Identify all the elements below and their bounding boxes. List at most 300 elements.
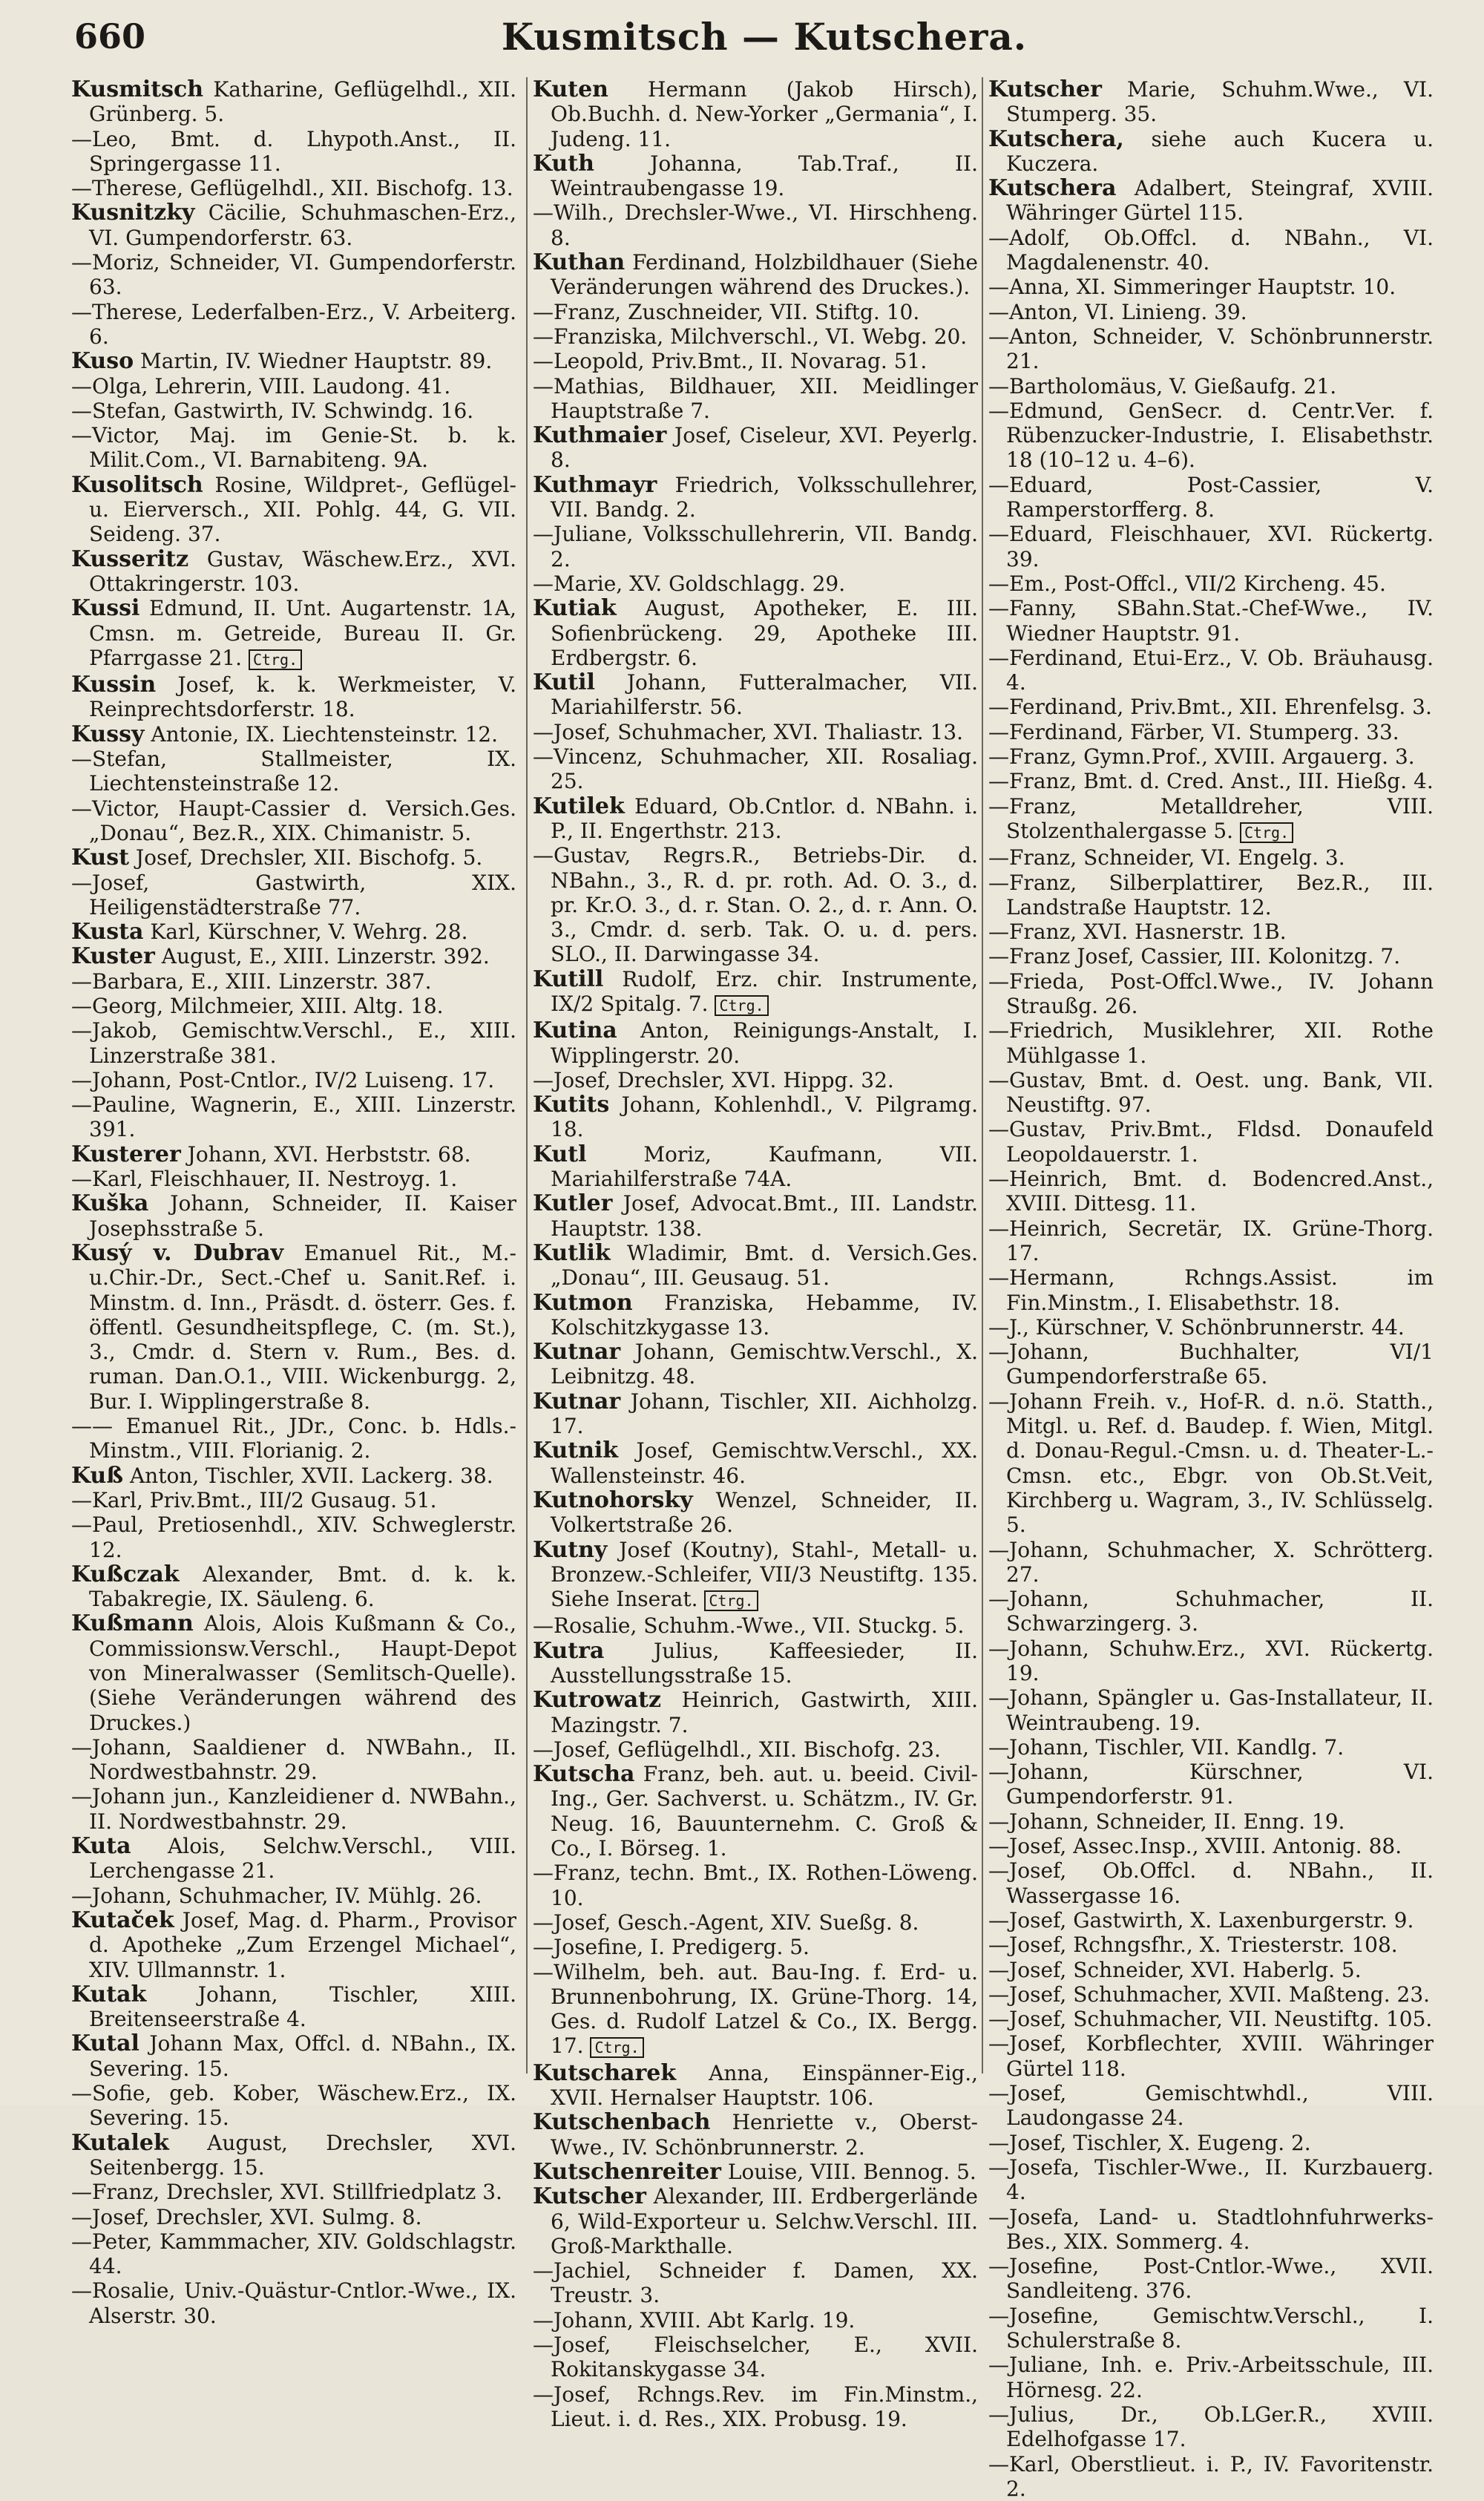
directory-entry — [988, 695, 1434, 719]
entry-text: Rosine, Wildpret-, Geflügel- u. Eierversch., XII. Pohlg. 44, G. VII. Seideng. 37. — [89, 473, 516, 547]
directory-entry — [71, 871, 516, 920]
directory-entry — [533, 1092, 978, 1142]
entry-text: Anton, Schneider, V. Schönbrunnerstr. 21. — [1006, 324, 1434, 373]
entry-surname: Kutaček — [71, 1907, 174, 1933]
entry-text: Therese, Geflügelhdl., XII. Bischofg. 13. — [92, 176, 513, 200]
entry-surname: Kuten — [533, 76, 608, 102]
directory-entry — [988, 1809, 1434, 1834]
directory-entry — [71, 374, 516, 399]
entry-text: siehe auch Kucera u. Kuczera. — [1006, 127, 1434, 176]
entry-surname: Kutschenreiter — [533, 2159, 721, 2185]
directory-entry — [71, 969, 516, 994]
entry-text: Johanna, Tab.Traf., II. Weintraubengasse 19. — [551, 151, 978, 200]
entry-text: Marie, XV. Goldschlagg. 29. — [554, 571, 845, 596]
directory-entry — [988, 1315, 1434, 1340]
entry-text: Franziska, Milchverschl., VI. Webg. 20. — [554, 324, 967, 349]
directory-entry — [988, 1958, 1434, 1982]
directory-entry — [71, 1735, 516, 1785]
directory-entry — [71, 2081, 516, 2131]
directory-entry — [533, 1910, 978, 1935]
directory-entry — [533, 423, 978, 473]
entry-text: Franz, Metalldreher, VIII. Stolzenthalergasse 5. — [1006, 794, 1434, 843]
entry-text: August, Drechsler, XVI. Seitenbergg. 15. — [89, 2131, 516, 2180]
entry-text: Josef, Drechsler, XVI. Sulmg. 8. — [92, 2205, 422, 2229]
entry-text: Josef, Drechsler, XII. Bischofg. 5. — [136, 845, 482, 870]
entry-text: Josef (Koutny), Stahl-, Metall- u. Bronzew.-Schleifer, VII/3 Neustiftg. 135. Siehe Inserat. — [551, 1538, 978, 1612]
directory-entry — [988, 275, 1434, 299]
directory-entry — [533, 2061, 978, 2111]
entry-surname: Kutnik — [533, 1438, 618, 1463]
entry-text: Franz, Schneider, VI. Engelg. 3. — [1009, 845, 1345, 870]
entry-text: Josef, Drechsler, XVI. Hippg. 32. — [554, 1068, 894, 1092]
directory-entry — [533, 1762, 978, 1861]
directory-entry — [533, 1737, 978, 1762]
entry-text: Johann, XVI. Herbststr. 68. — [188, 1142, 471, 1167]
entry-text: Leopold, Priv.Bmt., II. Novarag. 51. — [554, 349, 927, 373]
directory-entry — [71, 747, 516, 796]
entry-text: Adalbert, Steingraf, XVIII. Währinger Gürtel 115. — [1006, 176, 1434, 225]
entry-surname: Kutak — [71, 1982, 146, 2007]
entry-surname: Kutscher — [533, 2183, 646, 2209]
directory-entry — [71, 2131, 516, 2180]
directory-entry — [533, 2382, 978, 2432]
entry-text: Johann, Schuhmacher, IV. Mühlg. 26. — [92, 1884, 482, 1908]
entry-text: Johann jun., Kanzleidiener d. NWBahn., II. Nordwestbahnstr. 29. — [89, 1784, 516, 1833]
entry-surname: Kuška — [71, 1190, 148, 1216]
entry-text: Olga, Lehrerin, VIII. Laudong. 41. — [92, 374, 450, 399]
directory-entry — [988, 596, 1434, 646]
directory-entry — [533, 1142, 978, 1192]
entry-text: Eduard, Fleischhauer, XVI. Rückertg. 39. — [1006, 522, 1434, 571]
entry-text: Johann, Schneider, II. Kaiser Josephsstraße 5. — [89, 1191, 516, 1240]
entry-surname: Kussi — [71, 595, 139, 621]
entry-text: Alexander, III. Erdbergerlände 6, Wild-Exporteur u. Selchw.Verschl. III. Groß-Markthalle. — [551, 2184, 978, 2258]
directory-entry — [71, 2031, 516, 2081]
directory-entry — [533, 1935, 978, 1959]
entry-text: Edmund, II. Unt. Augartenstr. 1A, Cmsn. m. Getreide, Bureau II. Gr. Pfarrgasse 21. — [89, 596, 516, 670]
directory-entry — [988, 2254, 1434, 2304]
entry-text: Franz, Silberplattirer, Bez.R., III. Landstraße Hauptstr. 12. — [1006, 871, 1434, 920]
entry-surname: Kuso — [71, 348, 134, 374]
entry-text: Therese, Lederfalben-Erz., V. Arbeiterg. 6. — [89, 300, 516, 349]
directory-entry — [71, 1512, 516, 1562]
entry-surname: Kutnohorsky — [533, 1487, 693, 1513]
directory-entry — [988, 845, 1434, 870]
entry-text: Georg, Milchmeier, XIII. Altg. 18. — [92, 994, 444, 1018]
directory-entry — [988, 794, 1434, 846]
entry-surname: Kutil — [533, 669, 595, 695]
entry-text: Barbara, E., XIII. Linzerstr. 387. — [92, 969, 432, 994]
entry-text: Johann, Futteralmacher, VII. Mariahilferstr. 56. — [551, 670, 978, 719]
entry-surname: Kutnar — [533, 1389, 620, 1415]
directory-entry — [988, 1068, 1434, 1118]
directory-entry — [71, 1908, 516, 1982]
entry-text: Josef, Gastwirth, XIX. Heiligenstädterstraße 77. — [89, 871, 516, 920]
entry-text: Johann, Schneider, II. Enng. 19. — [1009, 1809, 1345, 1834]
directory-entry — [533, 843, 978, 966]
entry-text: Josef, Geflügelhdl., XII. Bischofg. 23. — [554, 1737, 941, 1762]
entry-text: Josef, Rchngs.Rev. im Fin.Minstm., Lieut. i. d. Res., XIX. Probusg. 19. — [551, 2382, 978, 2431]
directory-entry — [71, 1018, 516, 1068]
entry-surname: Kutl — [533, 1141, 586, 1167]
entry-surname: Kusmitsch — [71, 76, 203, 102]
directory-entry — [71, 423, 516, 473]
directory-entry — [533, 2110, 978, 2160]
directory-entry — [533, 151, 978, 201]
directory-entry — [533, 967, 978, 1019]
directory-entry — [533, 571, 978, 596]
column-1 — [71, 77, 516, 2074]
entry-text: Josef, Rchngsfhr., X. Triesterstr. 108. — [1009, 1933, 1398, 1957]
directory-entry — [71, 1982, 516, 2032]
entry-text: Josef, Ob.Offcl. d. NBahn., II. Wassergasse 16. — [1006, 1858, 1434, 1907]
entry-text: Gustav, Regrs.R., Betriebs-Dir. d. NBahn., 3., R. d. pr. roth. Ad. O. 3., d. pr. Kr.O. 3., d. r. Stan. O. 2., d. r. Ann. O. 3., Cmdr. d. serb. Tak. O. u. d. pers. SLO., II. Darwingasse 34. — [551, 843, 978, 966]
directory-entry — [533, 374, 978, 424]
directory-entry — [988, 720, 1434, 744]
entry-surname: Kutschera, — [988, 126, 1124, 152]
entry-text: Ferdinand, Holzbildhauer (Siehe Veränderungen während des Druckes.). — [551, 250, 978, 299]
directory-entry — [988, 1685, 1434, 1735]
entry-text: Henriette v., Oberst-Wwe., IV. Schönbrunnerstr. 2. — [551, 2110, 978, 2159]
entry-text: Vincenz, Schuhmacher, XII. Rosaliag. 25. — [551, 744, 978, 793]
entry-text: Josef, Gesch.-Agent, XIV. Sueßg. 8. — [554, 1910, 919, 1935]
directory-entry — [71, 1142, 516, 1167]
directory-entry — [533, 77, 978, 151]
entry-text: Julius, Dr., Ob.LGer.R., XVIII. Edelhofgasse 17. — [1006, 2402, 1434, 2451]
directory-entry — [71, 796, 516, 846]
entry-text: Alois, Selchw.Verschl., VIII. Lerchengasse 21. — [89, 1834, 516, 1883]
entry-text: Josef, Schuhmacher, VII. Neustiftg. 105. — [1009, 2007, 1432, 2031]
entry-text: Fanny, SBahn.Stat.-Chef-Wwe., IV. Wiedner Hauptstr. 91. — [1006, 596, 1434, 645]
entry-text: Johann Max, Offcl. d. NBahn., IX. Severing. 15. — [89, 2031, 516, 2080]
entry-text: Mathias, Bildhauer, XII. Meidlinger Hauptstraße 7. — [551, 374, 978, 423]
directory-entry — [988, 77, 1434, 127]
entry-text: Franz, techn. Bmt., IX. Rothen-Löweng. 10. — [551, 1861, 978, 1910]
entry-text: Sofie, geb. Kober, Wäschew.Erz., IX. Severing. 15. — [89, 2081, 516, 2130]
directory-entry — [533, 1191, 978, 1241]
entry-text: Friedrich, Musiklehrer, XII. Rothe Mühlgasse 1. — [1006, 1018, 1434, 1067]
entry-surname: Kutal — [71, 2030, 139, 2056]
entry-text: Josef, Mag. d. Pharm., Provisor d. Apotheke „Zum Erzengel Michael“, XIV. Ullmannstr. 1. — [89, 1908, 516, 1982]
entry-text: Jachiel, Schneider f. Damen, XX. Treustr. 3. — [551, 2258, 978, 2307]
column-2 — [533, 77, 978, 2074]
entry-surname: Kussin — [71, 672, 156, 698]
entry-text: Karl, Oberstlieut. i. P., IV. Favoritenstr. 2. — [1006, 2452, 1434, 2501]
entry-text: Josef, Gemischtw.Verschl., XX. Wallensteinstr. 46. — [551, 1438, 978, 1487]
directory-entry — [988, 744, 1434, 769]
entry-text: Johann, Post-Cntlor., IV/2 Luiseng. 17. — [92, 1068, 494, 1092]
directory-entry — [71, 77, 516, 127]
directory-entry — [71, 1784, 516, 1834]
directory-entry — [71, 547, 516, 597]
directory-entry — [71, 399, 516, 423]
directory-entry — [533, 670, 978, 720]
directory-entry — [71, 1884, 516, 1908]
directory-entry — [71, 1488, 516, 1512]
directory-entry — [988, 1933, 1434, 1957]
directory-entry — [988, 2205, 1434, 2255]
entry-text: Cäcilie, Schuhmaschen-Erz., VI. Gumpendorferstr. 63. — [89, 200, 516, 249]
entry-surname: Kutscharek — [533, 2060, 676, 2086]
directory-entry — [71, 300, 516, 350]
directory-entry — [988, 1117, 1434, 1167]
directory-entry — [988, 2007, 1434, 2031]
entry-text: Gustav, Bmt. d. Oest. ung. Bank, VII. Neustiftg. 97. — [1006, 1068, 1434, 1117]
directory-entry — [71, 1463, 516, 1488]
entry-text: Franz, Bmt. d. Cred. Anst., III. Hießg. 4. — [1009, 769, 1434, 793]
directory-entry — [988, 300, 1434, 324]
directory-entry — [988, 1760, 1434, 1809]
entry-surname: Kusnitzky — [71, 200, 194, 226]
entry-text: Peter, Kammmacher, XIV. Goldschlagstr. 44. — [89, 2229, 516, 2278]
entry-text: Hermann (Jakob Hirsch), Ob.Buchh. d. New-Yorker „Germania“, I. Judeng. 11. — [551, 77, 978, 151]
entry-text: Josef, Advocat.Bmt., III. Landstr. Hauptstr. 138. — [551, 1191, 978, 1240]
directory-entry — [71, 2278, 516, 2328]
entry-text: Edmund, GenSecr. d. Centr.Ver. f. Rübenzucker-Industrie, I. Elisabethstr. 18 (10–12 u. 4–6). — [1006, 399, 1434, 473]
entry-text: Johann, Schuhw.Erz., XVI. Rückertg. 19. — [1006, 1636, 1434, 1685]
entry-surname: Kuth — [533, 151, 594, 177]
ctrg-badge: Ctrg. — [715, 995, 768, 1016]
directory-entry — [988, 2031, 1434, 2081]
directory-entry — [533, 1389, 978, 1439]
directory-entry — [71, 920, 516, 944]
directory-entry — [533, 1639, 978, 1688]
entry-text: Adolf, Ob.Offcl. d. NBahn., VI. Magdalenenstr. 40. — [1006, 226, 1434, 275]
ctrg-badge: Ctrg. — [1240, 822, 1293, 843]
entry-text: Marie, Schuhm.Wwe., VI. Stumperg. 35. — [1006, 77, 1434, 126]
entry-text: Johann, Gemischtw.Verschl., X. Leibnitzg. 48. — [551, 1340, 978, 1389]
entry-text: Gustav, Priv.Bmt., Fldsd. Donaufeld Leopoldauerstr. 1. — [1006, 1117, 1434, 1166]
entry-surname: Kuta — [71, 1833, 131, 1859]
entry-surname: Kutscha — [533, 1761, 635, 1787]
directory-entry — [988, 176, 1434, 226]
directory-entry — [71, 1167, 516, 1191]
entry-text: Anton, Reinigungs-Anstalt, I. Wipplingerstr. 20. — [551, 1018, 978, 1067]
entry-text: Franz, Drechsler, XVI. Stillfriedplatz 3. — [92, 2180, 502, 2204]
directory-entry — [988, 1982, 1434, 2007]
directory-entry — [988, 324, 1434, 374]
directory-entry — [988, 522, 1434, 571]
directory-entry — [988, 1587, 1434, 1636]
directory-entry — [71, 1191, 516, 1241]
directory-entry — [71, 250, 516, 300]
entry-text: Josefine, Gemischtw.Verschl., I. Schulerstraße 8. — [1006, 2304, 1434, 2353]
directory-entry — [988, 2131, 1434, 2155]
directory-entry — [988, 1538, 1434, 1587]
entry-surname: Kutnar — [533, 1339, 620, 1365]
entry-surname: Kutalek — [71, 2130, 169, 2156]
directory-entry — [533, 1438, 978, 1488]
entry-text: Anton, Tischler, XVII. Lackerg. 38. — [130, 1463, 493, 1488]
entry-text: Juliane, Inh. e. Priv.-Arbeitsschule, III. Hörnesg. 22. — [1006, 2353, 1434, 2402]
entry-text: Louise, VIII. Bennog. 5. — [728, 2160, 976, 2184]
directory-entry — [71, 176, 516, 200]
entry-text: Anton, VI. Linieng. 39. — [1009, 300, 1247, 324]
entry-text: Wilhelm, beh. aut. Bau-Ing. f. Erd- u. Brunnenbohrung, IX. Grüne-Thorg. 14, Ges. d. Rudolf Latzel & Co., IX. Bergg. 17. — [551, 1960, 978, 2059]
directory-entry — [988, 399, 1434, 473]
directory-entry — [988, 920, 1434, 944]
entry-text: Anna, XI. Simmeringer Hauptstr. 10. — [1009, 275, 1396, 299]
entry-text: Josefa, Tischler-Wwe., II. Kurzbauerg. 4. — [1006, 2155, 1434, 2204]
directory-entry — [71, 2205, 516, 2229]
directory-entry — [71, 2180, 516, 2204]
entry-surname: Kust — [71, 845, 129, 871]
directory-entry — [533, 2160, 978, 2184]
directory-entry — [988, 1216, 1434, 1266]
entry-text: Franz, beh. aut. u. beeid. Civil-Ing., Ger. Sachverst. u. Schätzm., IV. Gr. Neug. 16, Bauunternehm. C. Groß & Co., I. Börseg. 1. — [551, 1762, 978, 1861]
directory-entry — [533, 250, 978, 300]
directory-entry — [988, 871, 1434, 920]
directory-entry — [988, 1908, 1434, 1933]
entry-text: Rosalie, Schuhm.-Wwe., VII. Stuckg. 5. — [554, 1613, 964, 1638]
entry-surname: Kutscher — [988, 76, 1102, 102]
directory-entry — [988, 1636, 1434, 1686]
directory-entry — [71, 1611, 516, 1734]
directory-entry — [71, 994, 516, 1018]
directory-entry — [71, 349, 516, 373]
entry-surname: Kutny — [533, 1537, 607, 1563]
directory-entry — [71, 1414, 516, 1463]
entry-text: Franz, Zuschneider, VII. Stiftg. 10. — [554, 300, 919, 324]
entry-text: Karl, Priv.Bmt., III/2 Gusaug. 51. — [92, 1488, 437, 1512]
entry-surname: Kuthan — [533, 249, 625, 275]
directory-entry — [988, 226, 1434, 275]
entry-text: Stefan, Stallmeister, IX. Liechtensteinstraße 12. — [89, 747, 516, 796]
ctrg-badge: Ctrg. — [249, 649, 302, 670]
entry-text: Stefan, Gastwirth, IV. Schwindg. 16. — [92, 399, 473, 423]
entry-surname: Kußmann — [71, 1610, 194, 1636]
entry-text: Josef, Fleischselcher, E., XVII. Rokitanskygasse 34. — [551, 2333, 978, 2382]
directory-entry — [533, 300, 978, 324]
entry-surname: Kusta — [71, 919, 143, 945]
entry-text: Bartholomäus, V. Gießaufg. 21. — [1009, 374, 1336, 399]
entry-text: August, E., XIII. Linzerstr. 392. — [162, 944, 490, 968]
entry-text: Em., Post-Offcl., VII/2 Kircheng. 45. — [1009, 571, 1386, 596]
entry-text: Alois, Alois Kußmann & Co., Commissionsw.Verschl., Haupt-Depot von Mineralwasser (Semlitsch-Quelle). (Siehe Veränderungen während des Druckes.) — [89, 1611, 516, 1734]
directory-entry — [71, 1068, 516, 1092]
directory-entry — [533, 1861, 978, 1910]
entry-text: Wenzel, Schneider, II. Volkertstraße 26. — [551, 1488, 978, 1537]
directory-entry — [988, 1389, 1434, 1538]
directory-entry — [533, 1291, 978, 1340]
directory-entry — [71, 672, 516, 722]
entry-text: Martin, IV. Wiedner Hauptstr. 89. — [140, 349, 492, 373]
entry-text: Jakob, Gemischtw.Verschl., E., XIII. Linzerstraße 381. — [89, 1018, 516, 1067]
entry-text: Victor, Haupt-Cassier d. Versich.Ges. „Donau“, Bez.R., XIX. Chimanistr. 5. — [89, 796, 516, 845]
entry-text: Johann, Tischler, XIII. Breitenseerstraße 4. — [89, 1982, 516, 2031]
entry-text: Johann, Spängler u. Gas-Installateur, II. Weintraubeng. 19. — [1006, 1685, 1434, 1734]
entry-text: Josef, Ciseleur, XVI. Peyerlg. 8. — [551, 423, 978, 472]
directory-entry — [533, 522, 978, 571]
entry-text: Johann, Kürschner, VI. Gumpendorferstr. 91. — [1006, 1760, 1434, 1809]
entry-surname: Kutra — [533, 1638, 604, 1664]
entry-surname: Kutschera — [988, 175, 1116, 201]
entry-surname: Kuß — [71, 1463, 123, 1489]
entry-text: Josef, Tischler, X. Eugeng. 2. — [1009, 2131, 1311, 2155]
directory-entry — [988, 1858, 1434, 1908]
entry-text: Franz Josef, Cassier, III. Kolonitzg. 7. — [1009, 944, 1400, 968]
entry-text: Franz, Gymn.Prof., XVIII. Argauerg. 3. — [1009, 744, 1415, 769]
entry-text: Pauline, Wagnerin, E., XIII. Linzerstr. 391. — [89, 1092, 516, 1141]
entry-text: Hermann, Rchngs.Assist. im Fin.Minstm., I. Elisabethstr. 18. — [1006, 1265, 1434, 1314]
directory-entry — [533, 2308, 978, 2333]
entry-text: August, Apotheker, E. III. Sofienbrückeng. 29, Apotheke III. Erdbergstr. 6. — [551, 596, 978, 670]
directory-columns — [71, 77, 1456, 2074]
entry-surname: Kutilek — [533, 793, 625, 819]
entry-text: Wladimir, Bmt. d. Versich.Ges. „Donau“, III. Geusaug. 51. — [551, 1241, 978, 1290]
directory-entry — [71, 2229, 516, 2279]
directory-entry — [988, 969, 1434, 1019]
entry-surname: Kusý v. Dubrav — [71, 1240, 283, 1266]
entry-text: Eduard, Post-Cassier, V. Ramperstorfferg. 8. — [1006, 473, 1434, 522]
directory-entry — [988, 1735, 1434, 1760]
entry-text: Karl, Kürschner, V. Wehrg. 28. — [150, 920, 467, 944]
directory-entry — [988, 571, 1434, 596]
directory-entry — [71, 1092, 516, 1142]
entry-text: Johann, Saaldiener d. NWBahn., II. Nordwestbahnstr. 29. — [89, 1735, 516, 1784]
directory-entry — [533, 2258, 978, 2308]
directory-entry — [533, 2184, 978, 2258]
directory-entry — [533, 1488, 978, 1538]
entry-text: Josef, Gemischtwhdl., VIII. Laudongasse 24. — [1006, 2081, 1434, 2130]
entry-text: Julius, Kaffeesieder, II. Ausstellungsstraße 15. — [551, 1639, 978, 1688]
directory-entry — [533, 349, 978, 373]
entry-text: Josefine, I. Predigerg. 5. — [554, 1935, 810, 1959]
directory-entry — [533, 1688, 978, 1737]
directory-entry — [988, 1834, 1434, 1858]
entry-text: Ferdinand, Priv.Bmt., XII. Ehrenfelsg. 3. — [1009, 695, 1432, 719]
directory-entry — [988, 1265, 1434, 1315]
page-header — [74, 16, 1454, 61]
entry-text: Johann, XVIII. Abt Karlg. 19. — [554, 2308, 855, 2333]
directory-entry — [988, 944, 1434, 968]
entry-surname: Kutschenbach — [533, 2109, 710, 2135]
directory-entry — [988, 2155, 1434, 2205]
entry-surname: Kutrowatz — [533, 1687, 661, 1713]
entry-text: Friedrich, Volksschullehrer, VII. Bandg. 2. — [551, 473, 978, 522]
entry-text: Johann, Kohlenhdl., V. Pilgramg. 18. — [551, 1092, 978, 1141]
entry-text: Moriz, Kaufmann, VII. Mariahilferstraße 74A. — [551, 1142, 978, 1191]
entry-text: Eduard, Ob.Cntlor. d. NBahn. i. P., II. Engerthstr. 213. — [551, 794, 978, 843]
entry-text: Heinrich, Bmt. d. Bodencred.Anst., XVIII. Dittesg. 11. — [1006, 1167, 1434, 1216]
directory-entry — [988, 473, 1434, 522]
entry-surname: Kußczak — [71, 1561, 180, 1587]
page-number: 660 — [74, 16, 145, 56]
directory-entry — [533, 1538, 978, 1614]
directory-entry — [533, 200, 978, 250]
entry-text: Johann, Tischler, VII. Kandlg. 7. — [1009, 1735, 1344, 1760]
directory-entry — [533, 744, 978, 794]
entry-text: Josef, Schuhmacher, XVI. Thaliastr. 13. — [554, 720, 963, 744]
directory-entry — [71, 473, 516, 547]
entry-text: Katharine, Geflügelhdl., XII. Grünberg. 5. — [89, 77, 516, 126]
ctrg-badge: Ctrg. — [590, 2037, 643, 2058]
entry-text: Ferdinand, Etui-Erz., V. Ob. Bräuhausg. 4. — [1006, 646, 1434, 695]
entry-text: Victor, Maj. im Genie-St. b. k. Milit.Com., VI. Barnabiteng. 9A. — [89, 423, 516, 472]
entry-surname: Kutler — [533, 1190, 612, 1216]
entry-text: Rudolf, Erz. chir. Instrumente, IX/2 Spitalg. 7. — [551, 967, 978, 1016]
entry-surname: Kutlik — [533, 1240, 611, 1266]
ctrg-badge: Ctrg. — [704, 1590, 758, 1611]
directory-entry — [533, 324, 978, 349]
entry-text: Franziska, Hebamme, IV. Kolschitzkygasse 13. — [551, 1291, 978, 1340]
entry-surname: Kutina — [533, 1017, 617, 1043]
directory-entry — [533, 2333, 978, 2382]
entry-text: Josefine, Post-Cntlor.-Wwe., XVII. Sandleiteng. 376. — [1006, 2254, 1434, 2303]
entry-surname: Kutits — [533, 1092, 609, 1118]
entry-text: Leo, Bmt. d. Lhypoth.Anst., II. Springergasse 11. — [89, 127, 516, 176]
entry-text: Antonie, IX. Liechtensteinstr. 12. — [151, 722, 498, 747]
